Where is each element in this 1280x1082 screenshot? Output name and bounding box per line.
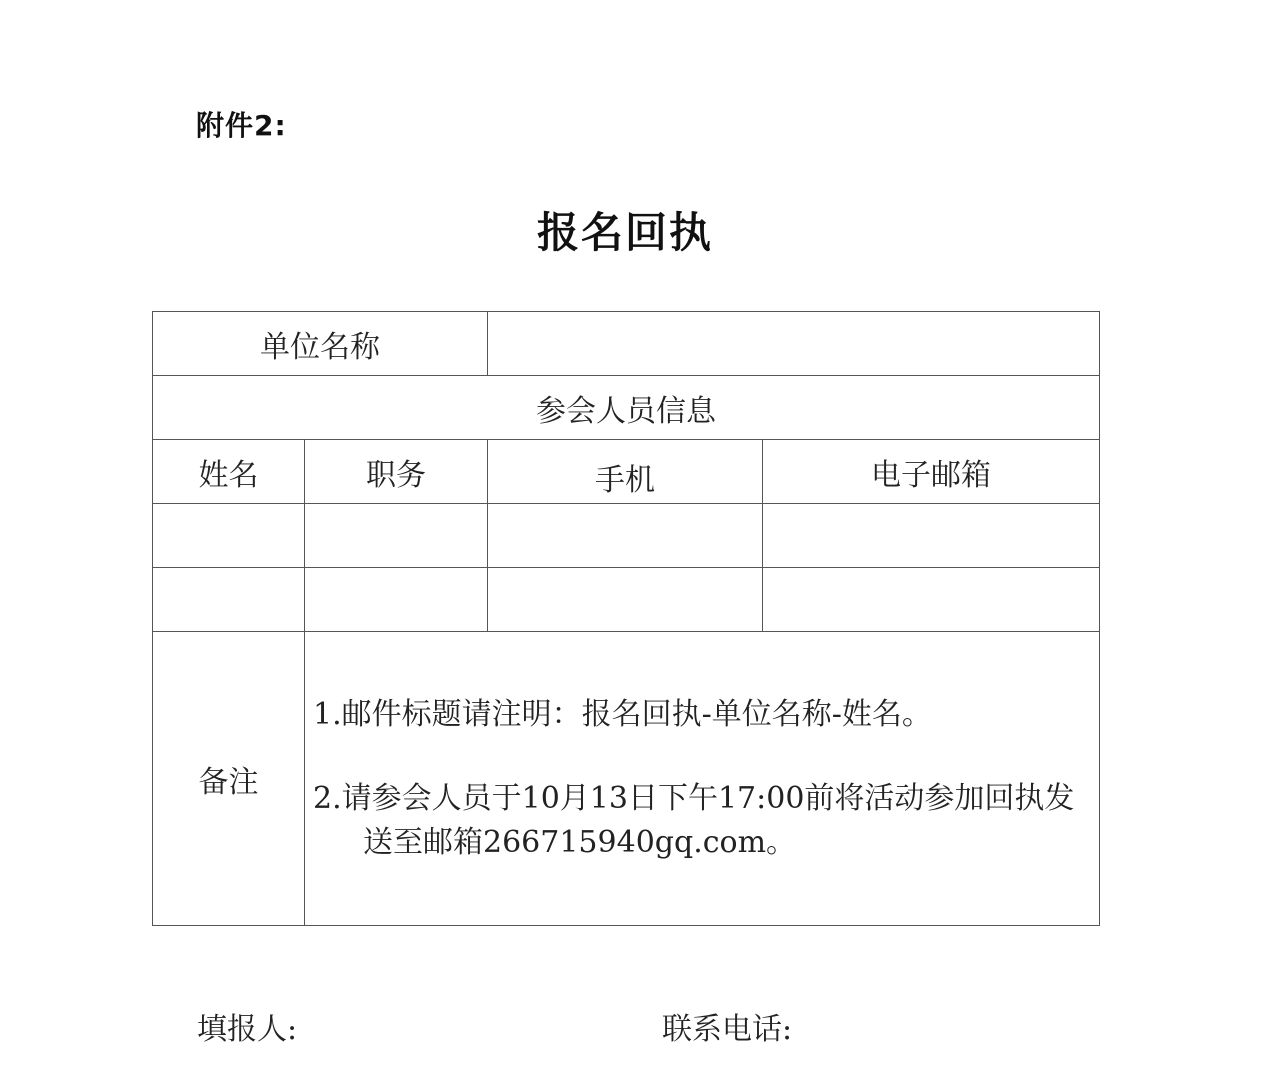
column-header-name: 姓名 (153, 440, 305, 504)
unit-name-input[interactable] (488, 312, 1100, 376)
filler-label: 填报人: (197, 1012, 298, 1047)
attachment-label: 附件2: (196, 109, 287, 142)
table-row (153, 504, 1100, 568)
remarks-row (153, 632, 1100, 926)
name-input-cell[interactable] (153, 504, 305, 568)
remark-note-2: 2.请参会人员于10月13日下午17:00前将活动参加回执发送至邮箱266715940gq.com。 (313, 780, 1075, 860)
phone-input-cell[interactable] (488, 504, 763, 568)
table-row (153, 568, 1100, 632)
attendee-section-heading: 参会人员信息 (153, 376, 1100, 440)
column-header-position: 职务 (305, 440, 488, 504)
attendee-section-row (153, 376, 1100, 440)
email-input-cell[interactable] (763, 568, 1100, 632)
column-header-email: 电子邮箱 (763, 440, 1100, 504)
unit-name-label: 单位名称 (153, 312, 488, 376)
column-header-phone: 手机 (488, 440, 763, 504)
remarks-label: 备注 (153, 632, 305, 926)
contact-phone-label: 联系电话: (662, 1012, 793, 1047)
position-input-cell[interactable] (305, 504, 488, 568)
phone-input-cell[interactable] (488, 568, 763, 632)
page-title: 报名回执 (536, 208, 713, 257)
registration-form-table (152, 311, 1100, 926)
unit-name-row (153, 312, 1100, 376)
column-header-row (153, 440, 1100, 504)
email-input-cell[interactable] (763, 504, 1100, 568)
name-input-cell[interactable] (153, 568, 305, 632)
remark-note-1: 1.邮件标题请注明：报名回执-单位名称-姓名。 (313, 696, 932, 732)
position-input-cell[interactable] (305, 568, 488, 632)
remarks-content (305, 632, 1100, 926)
